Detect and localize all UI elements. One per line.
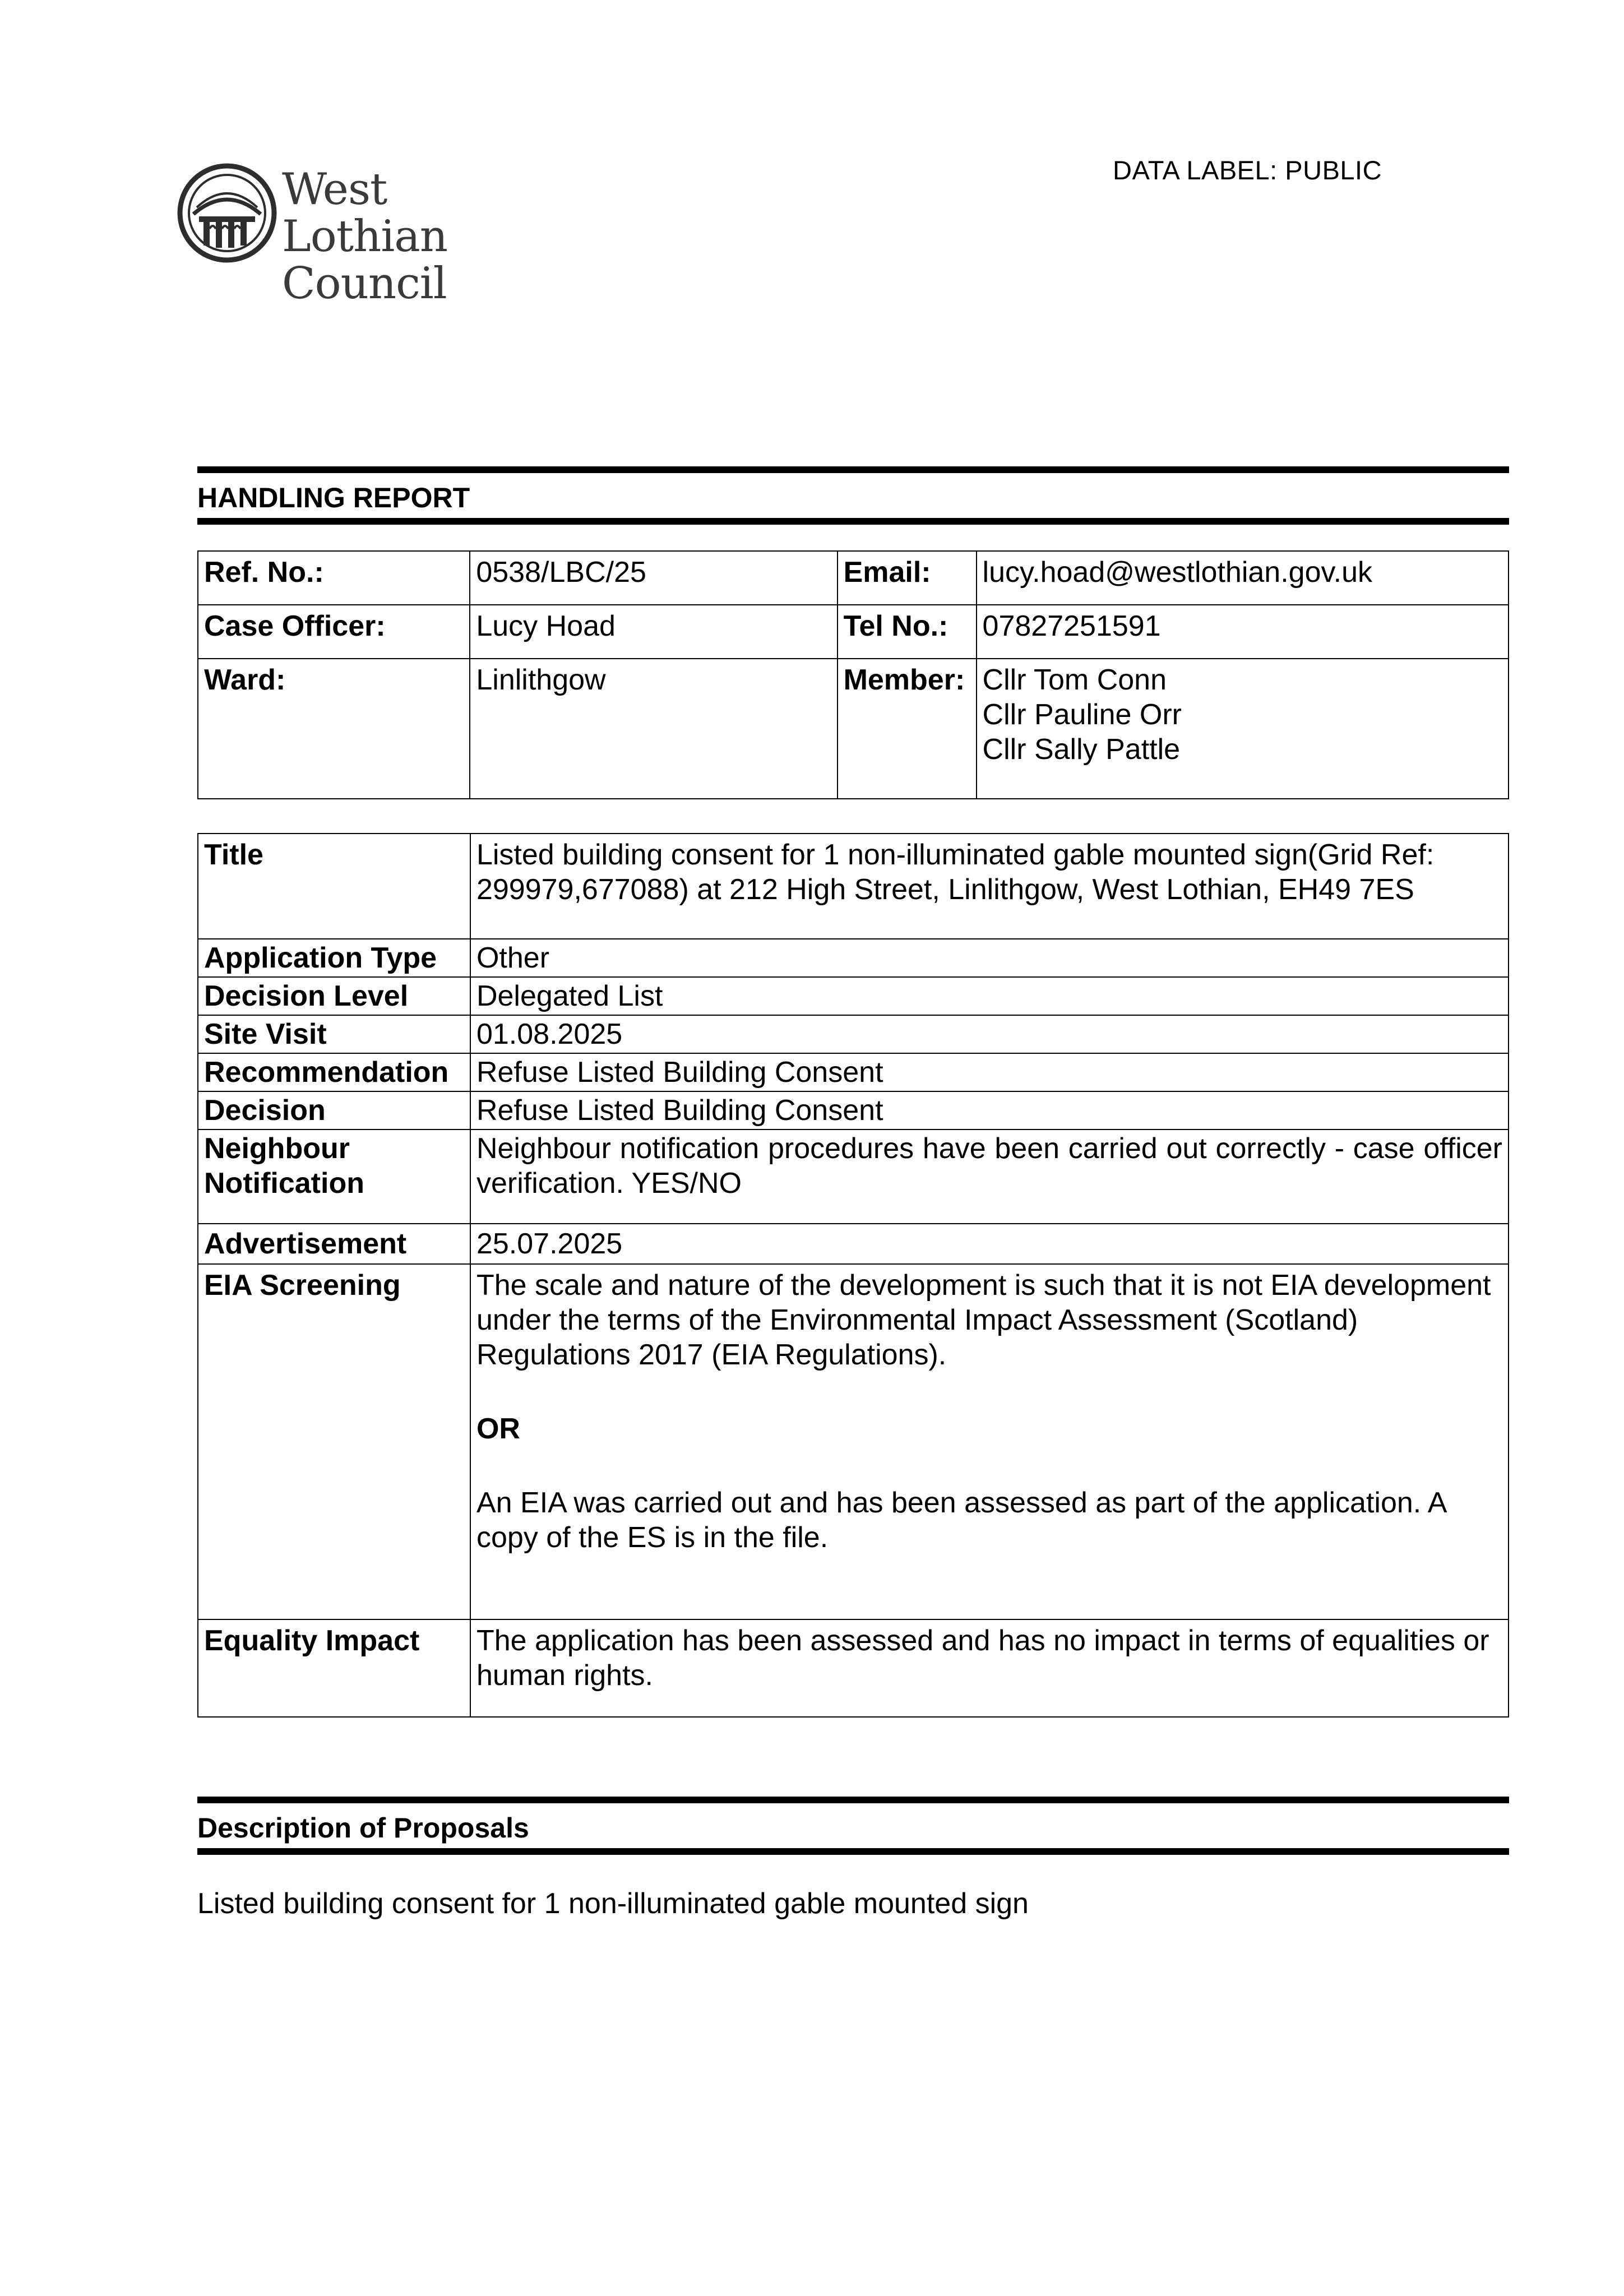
eia-paragraph: The scale and nature of the development is such that it is not EIA development under the terms of the Environmental Impact Assessment (Scotland) Regulations 2017 (EIA Regulations). [476,1269,1491,1371]
neighbour-notification-label: Neighbour Notification [198,1130,470,1224]
rule-bottom [197,1848,1509,1855]
section-title: HANDLING REPORT [197,482,470,513]
eia-screening-label: EIA Screening [198,1264,470,1619]
rule-top [197,466,1509,473]
data-label: DATA LABEL: PUBLIC [1113,155,1382,185]
member-label: Member: [838,659,977,799]
case-officer-label: Case Officer: [198,605,470,659]
handling-report-header [197,466,1509,525]
ward-label: Ward: [198,659,470,799]
application-details-table [197,833,1509,1718]
recommendation-value: Refuse Listed Building Consent [470,1053,1509,1091]
title-label: Title [198,834,470,939]
table-row [198,1264,1509,1619]
application-type-value: Other [470,939,1509,977]
table-row [198,1015,1509,1053]
logo-text-line2: Council [282,258,447,309]
table-row [198,551,1509,605]
table-row [198,1224,1509,1264]
ref-label: Ref. No.: [198,551,470,605]
section-title: Description of Proposals [197,1812,529,1844]
description-header [197,1797,1509,1855]
logo-text-line1: West Lothian [282,164,448,262]
email-value: lucy.hoad@westlothian.gov.uk [977,551,1509,605]
table-row [198,1619,1509,1717]
table-row [198,977,1509,1015]
decision-value: Refuse Listed Building Consent [470,1091,1509,1130]
case-officer-value: Lucy Hoad [470,605,837,659]
case-info-table [197,550,1509,799]
table-row [198,939,1509,977]
table-row [198,605,1509,659]
ward-value: Linlithgow [470,659,837,799]
title-value: Listed building consent for 1 non-illuminated gable mounted sign(Grid Ref: 299979,677088) at 212 High Street, Linlithgow, West Lothian, EH49 7ES [470,834,1509,939]
description-text: Listed building consent for 1 non-illuminated gable mounted sign [197,1887,1029,1920]
council-logo [177,163,558,309]
rule-bottom [197,518,1509,525]
site-visit-label: Site Visit [198,1015,470,1053]
equality-impact-label: Equality Impact [198,1619,470,1717]
tel-value: 07827251591 [977,605,1509,659]
member-list [977,659,1509,799]
decision-level-label: Decision Level [198,977,470,1015]
advertisement-value: 25.07.2025 [470,1224,1509,1264]
council-crest-icon [177,163,277,263]
member-name: Cllr Sally Pattle [982,733,1181,766]
table-row [198,1053,1509,1091]
equality-impact-value: The application has been assessed and has no impact in terms of equalities or human rights. [470,1619,1509,1717]
eia-or: OR [476,1413,520,1445]
decision-label: Decision [198,1091,470,1130]
rule-top [197,1797,1509,1803]
table-row [198,1091,1509,1130]
neighbour-notification-value: Neighbour notification procedures have been carried out correctly - case officer verification. YES/NO [470,1130,1509,1224]
email-label: Email: [838,551,977,605]
table-row [198,1130,1509,1224]
table-row [198,834,1509,939]
decision-level-value: Delegated List [470,977,1509,1015]
member-name: Cllr Tom Conn [982,664,1167,696]
application-type-label: Application Type [198,939,470,977]
site-visit-value: 01.08.2025 [470,1015,1509,1053]
advertisement-label: Advertisement [198,1224,470,1264]
eia-screening-value [470,1264,1509,1619]
tel-label: Tel No.: [838,605,977,659]
eia-paragraph: An EIA was carried out and has been assessed as part of the application. A copy of the ES is in the file. [476,1487,1446,1554]
recommendation-label: Recommendation [198,1053,470,1091]
table-row [198,659,1509,799]
member-name: Cllr Pauline Orr [982,698,1182,731]
ref-value: 0538/LBC/25 [470,551,837,605]
